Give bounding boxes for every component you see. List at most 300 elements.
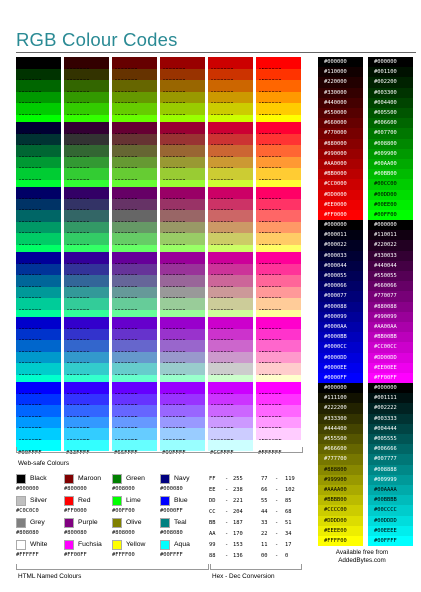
colour-swatch [318,526,363,536]
colour-swatch [368,353,413,363]
colour-swatch [368,505,413,515]
colour-swatch [318,454,363,464]
colour-swatch [368,210,413,220]
swatch-hex-label: #00DDDD [374,517,397,524]
conversion-cell: 55 [261,498,268,504]
swatch-hex-label: #FFFFFF [258,450,282,456]
swatch-label-row [112,329,157,341]
swatch-label-row [208,199,253,211]
colour-swatch [368,220,413,230]
swatch-label-row [160,199,205,211]
swatch-hex-label: #004400 [374,99,397,106]
swatch-label-row [256,264,301,276]
colour-swatch [318,434,363,444]
swatch-label-row [16,405,61,417]
swatch-hex-label: #001100 [374,69,397,76]
swatch-label-row [112,352,157,364]
colour-swatch [368,230,413,240]
swatch-label-row [160,340,205,352]
conversion-cell: - [225,520,229,526]
colour-swatch [318,108,363,118]
colour-swatch [318,495,363,505]
swatch-hex-label: #550055 [374,273,397,279]
swatch-hex-label: #005500 [374,110,397,116]
swatch-label-row [208,340,253,352]
swatch-hex-label: #002222 [374,405,397,412]
swatch-label-row [16,122,61,134]
colour-swatch [318,159,363,169]
swatch-hex-label: #00CC00 [374,181,397,188]
colour-swatch [368,240,413,250]
named-colour-swatch [112,518,122,528]
swatch-label-row [160,57,205,69]
colour-swatch [318,302,363,312]
conversion-cell: 22 [261,531,268,537]
colour-swatch [368,169,413,179]
swatch-hex-label: #CCFFFF [210,450,234,456]
swatch-label-row [208,57,253,69]
named-colour [64,518,112,540]
swatch-hex-label: #550000 [324,110,347,116]
swatch-label-row [160,80,205,92]
conversion-cell: 34 [285,531,292,537]
swatch-label-row [112,298,157,310]
swatch-hex-label: #00CCCC [374,507,397,514]
conversion-cell: - [275,520,279,526]
swatch-hex-label: #000066 [324,283,347,290]
colour-swatch [318,444,363,454]
swatch-label-row [160,363,205,375]
colour-swatch [318,118,363,128]
swatch-label-row [112,222,157,234]
swatch-label-row [16,329,61,341]
colour-swatch [368,403,413,413]
colour-swatch [368,383,413,393]
swatch-label-row [16,199,61,211]
swatch-label-row [256,187,301,199]
colour-swatch [318,220,363,230]
swatch-label-row [208,428,253,440]
named-colour [160,518,208,540]
conversion-cell: - [225,509,229,515]
colour-swatch [318,230,363,240]
colour-swatch [318,373,363,383]
title-rule [16,52,416,53]
swatch-hex-label: #000000 [374,385,397,391]
colour-swatch [368,118,413,128]
named-colour-swatch [16,518,26,528]
swatch-label-row [16,134,61,146]
swatch-label-row [208,145,253,157]
swatch-label-row [256,352,301,364]
swatch-label-row [112,405,157,417]
swatch-hex-label: #00AA00 [374,161,397,167]
swatch-label-row [208,417,253,429]
conversion-cell: 88 [209,553,216,559]
swatch-label-row [16,382,61,394]
swatch-hex-label: #002200 [374,79,397,86]
swatch-label-row [256,92,301,104]
swatch-label-row [208,317,253,329]
colour-swatch [368,485,413,495]
colour-swatch [368,291,413,301]
named-colour [112,540,160,562]
colour-swatch [368,88,413,98]
swatch-label-row [256,287,301,299]
swatch-hex-label: #0000AA [324,324,347,330]
conversion-cell: 153 [233,542,243,548]
swatch-hex-label: #000000 [324,59,347,65]
swatch-label-row [160,145,205,157]
conversion-cell: - [225,542,229,548]
swatch-label-row [256,252,301,264]
swatch-hex-label: #FF00FF [374,375,397,381]
colour-swatch [368,393,413,403]
swatch-label-row [256,222,301,234]
swatch-label-row [64,233,109,245]
swatch-hex-label: #00BBBB [374,497,397,504]
swatch-label-row [112,363,157,375]
swatch-label-row [256,122,301,134]
swatch-hex-label: #BB00BB [374,334,397,341]
named-colour [16,474,64,496]
swatch-label-row [112,92,157,104]
named-colour-hex: #FFFF00 [112,552,135,558]
swatch-label-row [256,134,301,146]
colour-swatch [368,475,413,485]
swatch-hex-label: #000055 [324,273,347,279]
swatch-label-row [256,340,301,352]
swatch-label-row [256,233,301,245]
swatch-hex-label: #0000CC [324,344,347,351]
swatch-label-row [112,145,157,157]
swatch-hex-label: #AA00AA [374,324,397,330]
swatch-label-row [16,57,61,69]
colour-swatch [368,363,413,373]
swatch-label-row [208,252,253,264]
swatch-label-row [256,428,301,440]
swatch-label-row [256,382,301,394]
swatch-hex-label: #990000 [324,150,347,157]
colour-swatch [368,526,413,536]
named-colour-swatch [16,474,26,484]
conversion-cell: 221 [233,498,243,504]
swatch-hex-label: #66FFFF [114,450,138,456]
swatch-hex-label: #00BB00 [374,171,397,178]
swatch-label-row [64,168,109,180]
colour-swatch [318,353,363,363]
swatch-label-row [16,417,61,429]
swatch-hex-label: #001111 [374,395,397,402]
swatch-label-row [256,145,301,157]
swatch-label-row [112,252,157,264]
colour-swatch [368,98,413,108]
swatch-label-row [64,287,109,299]
named-colour-hex: #00FF00 [112,508,135,514]
swatch-hex-label: #005555 [374,436,397,442]
named-colour-swatch [160,474,170,484]
swatch-label-row [208,69,253,81]
named-colour-swatch [160,496,170,506]
colour-swatch [318,139,363,149]
named-colour [160,496,208,518]
swatch-hex-label: #111100 [324,395,347,402]
colour-swatch [318,516,363,526]
swatch-label-row [64,134,109,146]
colour-swatch [318,179,363,189]
colour-swatch [368,139,413,149]
swatch-label-row [160,405,205,417]
swatch-hex-label: #0000EE [324,364,347,371]
swatch-hex-label: #000022 [324,242,347,249]
swatch-hex-label: #00EEEE [374,527,397,534]
named-colour-name: Olive [126,519,142,526]
colour-swatch [368,251,413,261]
swatch-hex-label: #220000 [324,79,347,86]
named-colour-name: Aqua [174,541,190,548]
named-colour [112,496,160,518]
swatch-label-row [112,394,157,406]
named-colour [160,474,208,496]
conversion-cell: 102 [285,487,295,493]
swatch-hex-label: #EE00EE [374,364,397,371]
colour-swatch [318,88,363,98]
colour-swatch [318,261,363,271]
swatch-label-row [208,275,253,287]
swatch-label-row [208,298,253,310]
swatch-label-row [208,134,253,146]
swatch-hex-label: #880088 [374,303,397,310]
swatch-label-row [160,394,205,406]
swatch-hex-label: #00DD00 [374,191,397,198]
swatch-hex-label: #770000 [324,130,347,137]
swatch-label-row [64,275,109,287]
swatch-label-row [112,275,157,287]
swatch-label-row [112,317,157,329]
conversion-cell: 238 [233,487,243,493]
web-safe-bracket [16,447,303,453]
swatch-label-row [256,210,301,222]
swatch-hex-label: #DDDD00 [324,517,347,524]
named-colour [112,474,160,496]
swatch-label-row [208,329,253,341]
swatch-label-row [160,103,205,115]
swatch-label-row [16,69,61,81]
swatch-label-row [64,252,109,264]
colour-swatch [368,190,413,200]
colour-swatch [318,67,363,77]
named-colour-name: Lime [126,497,141,504]
swatch-label-row [112,122,157,134]
colour-swatch [318,281,363,291]
swatch-hex-label: #555500 [324,436,347,442]
named-colour-swatch [160,540,170,550]
swatch-hex-label: #AAAA00 [324,487,347,493]
swatch-label-row [16,317,61,329]
colour-swatch [318,57,363,67]
conversion-cell: 204 [233,509,243,515]
conversion-cell: 136 [233,553,243,559]
swatch-label-row [160,168,205,180]
swatch-label-row [256,329,301,341]
swatch-label-row [64,210,109,222]
conversion-cell: - [275,553,279,559]
named-colour-name: Purple [78,519,98,526]
swatch-label-row [16,264,61,276]
swatch-hex-label: #003300 [374,89,397,96]
swatch-label-row [16,233,61,245]
named-colour-swatch [112,496,122,506]
colour-swatch [318,149,363,159]
swatch-label-row [16,187,61,199]
named-colour-name: Maroon [78,475,102,482]
named-colour [16,496,64,518]
swatch-label-row [16,394,61,406]
swatch-label-row [208,394,253,406]
conversion-cell: 68 [285,509,292,515]
named-colour-hex: #FF00FF [64,552,87,558]
colour-swatch [318,363,363,373]
swatch-label-row [256,275,301,287]
swatch-label-row [16,103,61,115]
swatch-label-row [112,428,157,440]
swatch-label-row [160,210,205,222]
colour-swatch [368,67,413,77]
swatch-hex-label: #DD0000 [324,191,347,198]
swatch-label-row [112,287,157,299]
colour-swatch [318,342,363,352]
named-colour-swatch [16,496,26,506]
named-colour-hex: #00FFFF [160,552,183,558]
swatch-label-row [160,92,205,104]
swatch-hex-label: #330033 [374,252,397,259]
swatch-label-row [112,417,157,429]
swatch-label-row [256,394,301,406]
swatch-hex-label: #444400 [324,425,347,432]
colour-swatch [368,128,413,138]
swatch-hex-label: #EEEE00 [324,527,347,534]
swatch-hex-label: #888800 [324,466,347,473]
named-colour [112,518,160,540]
swatch-label-row [208,352,253,364]
named-colour [16,540,64,562]
conversion-cell: - [225,498,229,504]
swatch-label-row [160,187,205,199]
swatch-hex-label: #666600 [324,446,347,453]
colour-swatch [368,149,413,159]
named-colour [160,540,208,562]
colour-swatch [318,240,363,250]
swatch-label-row [208,287,253,299]
colour-swatch [368,200,413,210]
swatch-label-row [64,329,109,341]
colour-swatch [318,312,363,322]
credit [306,549,418,565]
swatch-label-row [208,405,253,417]
swatch-label-row [160,352,205,364]
colour-swatch [368,342,413,352]
credit-line-1: Available free from [335,549,389,556]
colour-swatch [318,332,363,342]
named-colour-name: Fuchsia [78,541,102,548]
swatch-hex-label: #AA0000 [324,161,347,167]
swatch-label-row [112,69,157,81]
swatch-label-row [112,80,157,92]
swatch-label-row [64,80,109,92]
swatch-hex-label: #330000 [324,89,347,96]
swatch-hex-label: #333300 [324,415,347,422]
swatch-label-row [64,428,109,440]
named-colour-hex: #FF0000 [64,508,87,514]
swatch-label-row [16,428,61,440]
swatch-label-row [64,417,109,429]
swatch-label-row [16,275,61,287]
conversion-cell: - [275,509,279,515]
colour-swatch [368,495,413,505]
swatch-hex-label: #BB0000 [324,171,347,178]
swatch-label-row [160,275,205,287]
swatch-label-row [208,157,253,169]
swatch-label-row [160,233,205,245]
swatch-label-row [208,168,253,180]
colour-swatch [318,393,363,403]
swatch-hex-label: #770077 [374,293,397,300]
swatch-hex-label: #0000FF [324,375,347,381]
swatch-hex-label: #007777 [374,456,397,463]
swatch-label-row [256,417,301,429]
colour-swatch [318,190,363,200]
colour-swatch [318,465,363,475]
swatch-hex-label: #440044 [374,262,397,269]
colour-swatch [368,302,413,312]
conversion-cell: 33 [261,520,268,526]
colour-swatch [318,98,363,108]
conversion-cell: 0 [285,553,289,559]
swatch-label-row [16,340,61,352]
colour-swatch [368,444,413,454]
swatch-label-row [112,103,157,115]
named-colour-hex: #808080 [16,530,39,536]
swatch-hex-label: #000033 [324,252,347,259]
swatch-label-row [256,57,301,69]
swatch-label-row [256,168,301,180]
conversion-cell: DD [209,498,216,504]
conversion-cell: EE [209,487,216,493]
colour-swatch [318,200,363,210]
swatch-label-row [16,168,61,180]
swatch-label-row [112,168,157,180]
swatch-label-row [160,329,205,341]
swatch-label-row [16,145,61,157]
swatch-label-row [112,187,157,199]
conversion-cell: - [275,531,279,537]
swatch-hex-label: #DD00DD [374,354,397,361]
named-colour-name: White [30,541,48,548]
named-colours-label: HTML Named Colours [18,573,82,580]
swatch-label-row [64,222,109,234]
swatch-hex-label: #FF0000 [324,212,347,218]
conversion-cell: 44 [261,509,268,515]
named-colour [64,496,112,518]
named-colours-bracket [16,564,209,570]
swatch-label-row [64,145,109,157]
conversion-cell: FF [209,476,216,482]
named-colour-swatch [64,496,74,506]
colour-swatch [318,414,363,424]
conversion-cell: 17 [285,542,292,548]
named-colour-hex: #000000 [16,486,39,492]
swatch-label-row [64,394,109,406]
